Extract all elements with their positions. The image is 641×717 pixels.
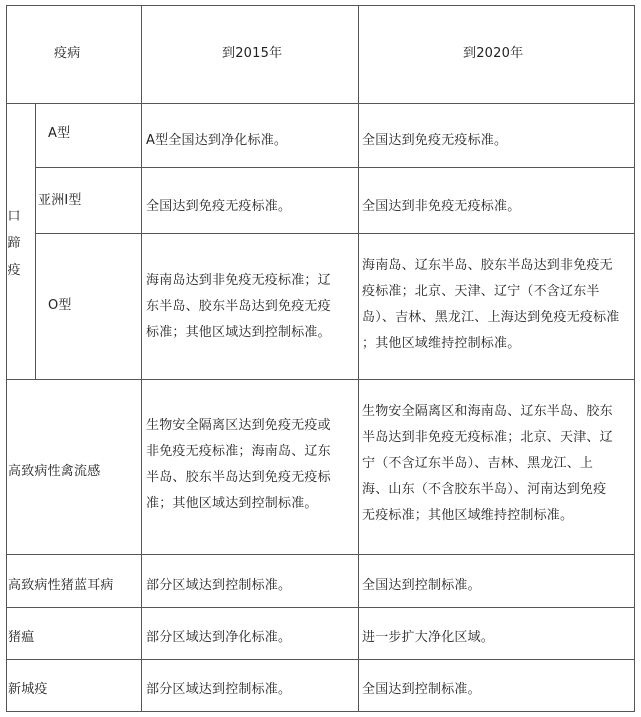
nd-name: 新城疫 <box>8 682 48 697</box>
nd-2015: 部分区域达到控制标准。 <box>146 682 292 697</box>
fmd-type-o: O型 <box>48 298 72 313</box>
fmd-o-2015 <box>146 268 331 346</box>
table-border-left <box>6 5 7 712</box>
row-divider-asia <box>35 233 634 234</box>
row-divider-csf <box>6 659 634 660</box>
text-line: 岛）、吉林、黑龙江、上海达到免疫无疫标准 <box>362 310 620 325</box>
row-divider-prrs <box>6 607 634 608</box>
text-line: 准；其他区域达到控制标准。 <box>146 496 318 511</box>
fmd-type-a: A型 <box>48 126 71 141</box>
fmd-a-2020: 全国达到免疫无疫标准。 <box>362 133 508 148</box>
prrs-2020: 全国达到控制标准。 <box>362 578 481 593</box>
header-2015: 到2015年 <box>222 46 283 61</box>
text-line: 宁（不含辽东半岛）、吉林、黑龙江、上 <box>362 456 594 471</box>
fmd-label <box>6 203 22 284</box>
col-divider-2015 <box>141 5 142 712</box>
fmd-type-asia1: 亚洲I型 <box>38 193 82 208</box>
text-line: 无疫标准；其他区域维持控制标准。 <box>362 508 574 523</box>
fmd-subtype-divider <box>35 103 36 380</box>
fmd-o-2020 <box>362 253 620 357</box>
fmd-asia1-2015: 全国达到免疫无疫标准。 <box>146 199 292 214</box>
nd-2020: 全国达到控制标准。 <box>362 682 481 697</box>
table-border-right <box>634 5 635 712</box>
text-line: 生物安全隔离区达到免疫无疫或 <box>146 418 331 433</box>
text-line: ；其他区域维持控制标准。 <box>362 336 521 351</box>
text-line: 海、山东（不含胶东半岛）、河南达到免疫 <box>362 482 607 497</box>
header-2020: 到2020年 <box>463 46 524 61</box>
table-border-bottom <box>6 711 634 712</box>
text-line: 疫标准；北京、天津、辽宁（不含辽东半 <box>362 284 600 299</box>
csf-name: 猪瘟 <box>8 630 35 645</box>
fmd-label-char: 疫 <box>7 263 21 278</box>
col-divider-2020 <box>358 5 359 712</box>
prrs-2015: 部分区域达到控制标准。 <box>146 578 292 593</box>
hpai-2020 <box>362 399 613 529</box>
prrs-name: 高致病性猪蓝耳病 <box>8 578 114 593</box>
row-divider-hpai <box>6 554 634 555</box>
row-divider-fmd <box>6 379 634 380</box>
header-bottom-line <box>6 103 634 104</box>
table-border-top <box>6 5 634 6</box>
row-divider-a <box>35 167 634 168</box>
text-line: 东半岛、胶东半岛达到免疫无疫 <box>146 299 331 314</box>
fmd-label-char: 口 <box>7 209 21 224</box>
fmd-label-char: 蹄 <box>7 236 21 251</box>
text-line: 海南岛、辽东半岛、胶东半岛达到非免疫无 <box>362 258 613 273</box>
csf-2015: 部分区域达到净化标准。 <box>146 630 292 645</box>
csf-2020: 进一步扩大净化区域。 <box>362 630 495 645</box>
text-line: 半岛、胶东半岛达到免疫无疫标 <box>146 470 331 485</box>
hpai-name: 高致病性禽流感 <box>8 464 101 479</box>
text-line: 生物安全隔离区和海南岛、辽东半岛、胶东 <box>362 404 613 419</box>
hpai-2015 <box>146 413 331 517</box>
fmd-asia1-2020: 全国达到非免疫无疫标准。 <box>362 199 521 214</box>
text-line: 标准；其他区域达到控制标准。 <box>146 325 331 340</box>
text-line: 非免疫无疫标准；海南岛、辽东 <box>146 444 331 459</box>
text-line: 海南岛达到非免疫无疫标准；辽 <box>146 273 331 288</box>
text-line: 半岛达到非免疫无疫标准；北京、天津、辽 <box>362 430 613 445</box>
fmd-a-2015: A型全国达到净化标准。 <box>146 133 288 148</box>
header-disease: 疫病 <box>54 46 81 61</box>
